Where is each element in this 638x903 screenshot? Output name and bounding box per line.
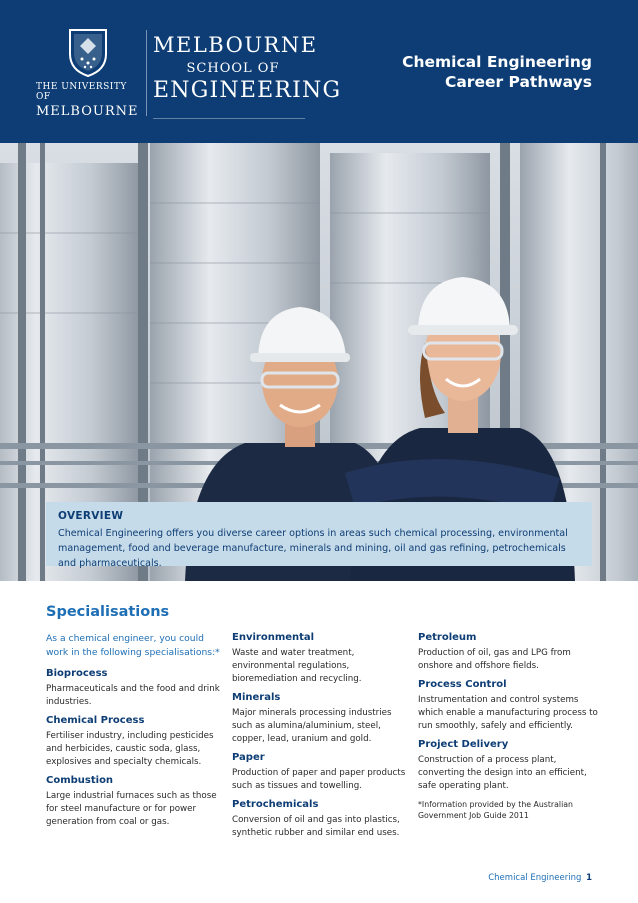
specialisation-item: [418, 632, 598, 673]
specialisations-column-3: [418, 632, 598, 821]
specialisation-text: Major minerals processing industries such as alumina/aluminium, steel, copper, lead, uranium and gold.: [232, 708, 392, 744]
school-line-2: SCHOOL OF: [186, 61, 280, 76]
specialisations-title: Specialisations: [46, 604, 170, 620]
specialisation-item: [418, 739, 598, 793]
specialisation-text: Construction of a process plant, converting the design into an efficient, safe operating plant.: [418, 755, 587, 791]
specialisations-column-2: [232, 632, 410, 846]
specialisation-text: Waste and water treatment, environmental regulations, bioremediation and recycling.: [232, 648, 362, 684]
specialisation-heading: Bioprocess: [46, 668, 108, 679]
specialisation-heading: Process Control: [418, 679, 507, 690]
specialisation-text: Conversion of oil and gas into plastics, synthetic rubber and similar end uses.: [232, 815, 400, 838]
title-line-1: Chemical Engineering: [402, 53, 592, 71]
header-divider: [146, 30, 147, 116]
specialisation-text: Pharmaceuticals and the food and drink industries.: [46, 684, 220, 707]
page-number: 1: [586, 873, 592, 883]
specialisations-column-1: [46, 632, 224, 835]
specialisation-heading: Petroleum: [418, 632, 477, 643]
university-line-1: THE UNIVERSITY OF: [36, 82, 127, 102]
specialisation-item: [232, 632, 410, 686]
specialisation-heading: Paper: [232, 752, 265, 763]
school-rule: [153, 118, 305, 119]
overview-box: [46, 502, 592, 569]
specialisation-item: [418, 679, 598, 733]
crest-icon: [66, 26, 110, 78]
specialisation-text: Instrumentation and control systems which enable a manufacturing process to run smoothly, safely and efficiently.: [418, 695, 598, 731]
title-line-2: Career Pathways: [444, 73, 592, 91]
specialisation-heading: Minerals: [232, 692, 281, 703]
specialisation-text: Large industrial furnaces such as those for steel manufacture or for power generation from coal or gas.: [46, 791, 217, 827]
specialisation-text: Fertiliser industry, including pesticides and herbicides, caustic soda, glass, explosives and specialty chemicals.: [46, 731, 214, 767]
overview-title: OVERVIEW: [58, 510, 124, 522]
specialisation-heading: Chemical Process: [46, 715, 145, 726]
overview-text: Chemical Engineering offers you diverse career options in areas such chemical processing, environmental management, food and beverage manufacture, minerals and mining, oil and gas refining, petrochemicals and pharmaceuticals.: [58, 528, 568, 569]
specialisation-item: [232, 752, 410, 793]
specialisation-item: [232, 799, 410, 840]
school-line-3: ENGINEERING: [153, 78, 342, 103]
school-name: [153, 33, 342, 103]
specialisation-item: [46, 775, 224, 829]
university-line-2: MELBOURNE: [36, 104, 139, 119]
specialisation-heading: Combustion: [46, 775, 114, 786]
specialisation-heading: Petrochemicals: [232, 799, 319, 810]
specialisation-heading: Environmental: [232, 632, 315, 643]
page-footer: [488, 873, 592, 883]
specialisation-item: [46, 668, 224, 709]
specialisation-item: [46, 715, 224, 769]
specialisations-intro: As a chemical engineer, you could work in the following specialisations:*: [46, 633, 220, 658]
footer-label: Chemical Engineering: [488, 873, 582, 883]
school-line-1: MELBOURNE: [153, 33, 318, 57]
specialisation-text: Production of paper and paper products such as tissues and towelling.: [232, 768, 406, 791]
specialisation-item: [232, 692, 410, 746]
specialisation-text: Production of oil, gas and LPG from onshore and offshore fields.: [418, 648, 571, 671]
specialisation-heading: Project Delivery: [418, 739, 509, 750]
document-title: [402, 52, 592, 92]
source-footnote: *Information provided by the Australian Government Job Guide 2011: [418, 800, 573, 820]
university-name: [36, 82, 140, 119]
header-banner: [0, 0, 638, 143]
university-logo: [36, 26, 140, 122]
